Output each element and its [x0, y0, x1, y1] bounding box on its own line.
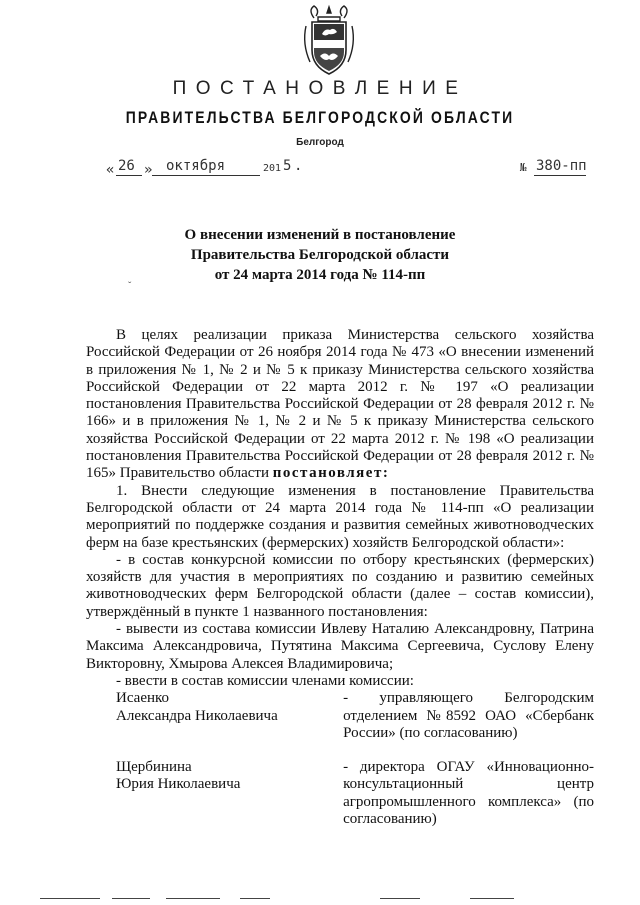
resolution-verb: постановляет:: [272, 465, 390, 482]
footer-dash: [112, 898, 150, 899]
document-body: [86, 327, 594, 828]
member-surname: Исаенко: [116, 690, 170, 707]
add-members-paragraph: - ввести в состав комиссии членами комиссии:: [116, 672, 414, 689]
item-1-paragraph: 1. Внести следующие изменения в постановление Правительства Белгородской области от 24 марта 2014 года № 114-пп «О реализации мероприятий по поддержке создания и развития семейных животноводческих ферм на базе крестьянских (фермерских) хозяйств Белгородской области»:: [86, 482, 594, 551]
footer-dash: [240, 898, 270, 899]
city-label: Белгород: [296, 137, 344, 148]
day-underline: [116, 175, 142, 176]
date-year-prefix: 201: [263, 163, 282, 174]
member-position: - управляющего Белгородским отделением №8592 ОАО «Сбербанк России» (по согласованию): [343, 690, 594, 741]
issuing-authority-heading: ПРАВИТЕЛЬСТВА БЕЛГОРОДСКОЙ ОБЛАСТИ: [125, 108, 515, 127]
date-day: 26: [118, 158, 135, 174]
remove-members-paragraph: - вывести из состава комиссии Ивлеву Наталию Александровну, Патрина Максима Александровича, Путятина Максима Сергеевича, Суслову Елену Викторовну, Хмырова Алексея Владимировича;: [86, 621, 594, 672]
document-title-line-3: от 24 марта 2014 года № 114-пп: [214, 267, 426, 283]
month-underline: [152, 175, 260, 176]
document-title-line-2: Правительства Белгородской области: [190, 247, 450, 263]
member-row: [86, 690, 594, 742]
date-month: октября: [166, 158, 226, 174]
number-underline: [534, 175, 586, 176]
member-full-name: [86, 690, 343, 742]
member-full-name: [86, 759, 343, 828]
member-position: - директора ОГАУ «Инновационно-консультационный центр агропромышленного комплекса» (по согласованию): [343, 759, 594, 828]
date-open-quote: «: [106, 162, 115, 178]
footer-dash: [470, 898, 514, 899]
document-type-heading: ПОСТАНОВЛЕНИЕ: [172, 78, 468, 99]
preamble-paragraph: [86, 327, 594, 483]
handwritten-mark: ˇ: [128, 281, 132, 292]
footer-dash: [380, 898, 420, 899]
commission-composition-paragraph: - в состав конкурсной комиссии по отбору крестьянских (фермерских) хозяйств для участия в мероприятиях по созданию и развитию семейных животноводческих ферм Белгородской области (далее – состав комиссии), утверждённый в пункте 1 названного постановления:: [86, 551, 594, 620]
member-given-names: Александра Николаевича: [116, 707, 278, 724]
member-surname: Щербинина: [116, 759, 192, 776]
footer-dash: [166, 898, 220, 899]
date-year-suffix: 5: [283, 158, 292, 174]
document-title: [0, 225, 640, 285]
preamble-text: В целях реализации приказа Министерства сельского хозяйства Российской Федерации от 26 ноября 2014 года № 473 «О внесении изменений в приложения № 1, № 2 и № 5 к приказу Министерства сельского хозяйства Российской Федерации от 22 марта 2012 г. № 197 «О реализации постановления Правительства Российской Федерации от 28 февраля 2012 г. № 166» и в приложения № 1, № 2 и № 5 к приказу Министерства сельского хозяйства Российской Федерации от 22 марта 2012 г. № 198 «О реализации постановления Правительства Российской Федерации от 28 февраля 2012 г. № 165» Правительство области: [86, 327, 594, 482]
member-row: [86, 759, 594, 828]
coat-of-arms-emblem: [300, 4, 358, 76]
document-number: 380-пп: [536, 158, 587, 174]
document-title-line-1: О внесении изменений в постановление: [184, 227, 456, 243]
date-number-line: [0, 158, 640, 180]
date-year-end: .: [294, 158, 303, 174]
footer-dash: [40, 898, 100, 899]
date-close-quote: »: [144, 162, 153, 178]
number-sign: №: [520, 161, 527, 174]
member-given-names: Юрия Николаевича: [116, 776, 241, 793]
